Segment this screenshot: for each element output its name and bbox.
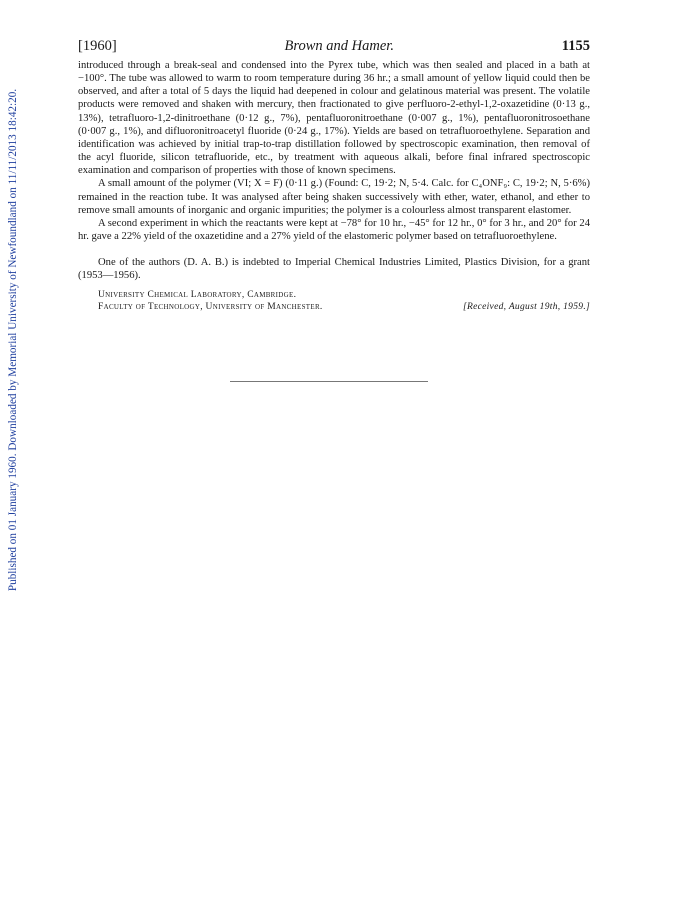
journal-year: [1960] xyxy=(78,38,117,54)
paragraph-polymer: A small amount of the polymer (VI; X = F) (0·11 g.) (Found: C, 19·2; N, 5·4. Calc. for C₄ONF₉: C, 19·2; N, 5·6%) remained in the reaction tube. It was analysed after being shaken successively with ether, water, ethanol, and ether to remove small amounts of inorganic and organic impurities; the polymer is a colourless almost transparent elastomer. xyxy=(78,178,590,216)
received-date: [Received, August 19th, 1959.] xyxy=(462,301,590,312)
affiliation-line-2 xyxy=(98,301,590,313)
page-number: 1155 xyxy=(561,38,590,54)
running-title: Brown and Hamer. xyxy=(284,38,394,54)
download-notice: Published on 01 January 1960. Downloaded by Memorial University of Newfoundland on 11/11/2013 18:42:20. xyxy=(7,88,19,592)
paragraph-experimental: introduced through a break-seal and condensed into the Pyrex tube, which was then sealed and placed in a bath at −100°. The tube was allowed to warm to room temperature during 36 hr.; a small amount of yellow liquid could then be observed, and after a total of 5 days the liquid had deepened in colour and gelatinous material was present. The volatile products were removed and shaken with mercury, then fractionated to give perfluoro-2-ethyl-1,2-oxazetidine (0·13 g., 13%), tetrafluoro-1,2-dinitroethane (0·12 g., 7%), pentafluoronitroethane (0·007 g., 1%), pentafluoronitrosoethane (0·007 g., 1%), and difluoronitroacetyl fluoride (0·24 g., 17%). Yields are based on tetrafluoroethylene. Separation and identification was achieved by initial trap-to-trap distillation followed by spectroscopic examination, then removal of the acyl fluoride, silicon tetrafluoride, etc., by treatment with aqueous alkali, before final infrared spectroscopic examination and comparison of properties with those of known specimens. xyxy=(78,60,590,177)
affiliation-manchester: Faculty of Technology, University of Manchester. xyxy=(98,301,323,312)
affiliation-line-1 xyxy=(98,289,590,301)
end-rule xyxy=(230,381,428,382)
affiliation-cambridge: University Chemical Laboratory, Cambridge. xyxy=(98,289,297,300)
acknowledgement: One of the authors (D. A. B.) is indebted to Imperial Chemical Industries Limited, Plastics Division, for a grant (1953—1956). xyxy=(78,257,590,282)
paragraph-second-experiment: A second experiment in which the reactants were kept at −78° for 10 hr., −45° for 12 hr., 0° for 3 hr., and 20° for 24 hr. gave a 22% yield of the oxazetidine and a 27% yield of the elastomeric polymer based on tetrafluoroethylene. xyxy=(78,217,590,243)
running-header xyxy=(78,38,590,55)
article-page xyxy=(78,38,590,313)
sidebar xyxy=(0,0,26,913)
spacer xyxy=(78,243,590,256)
